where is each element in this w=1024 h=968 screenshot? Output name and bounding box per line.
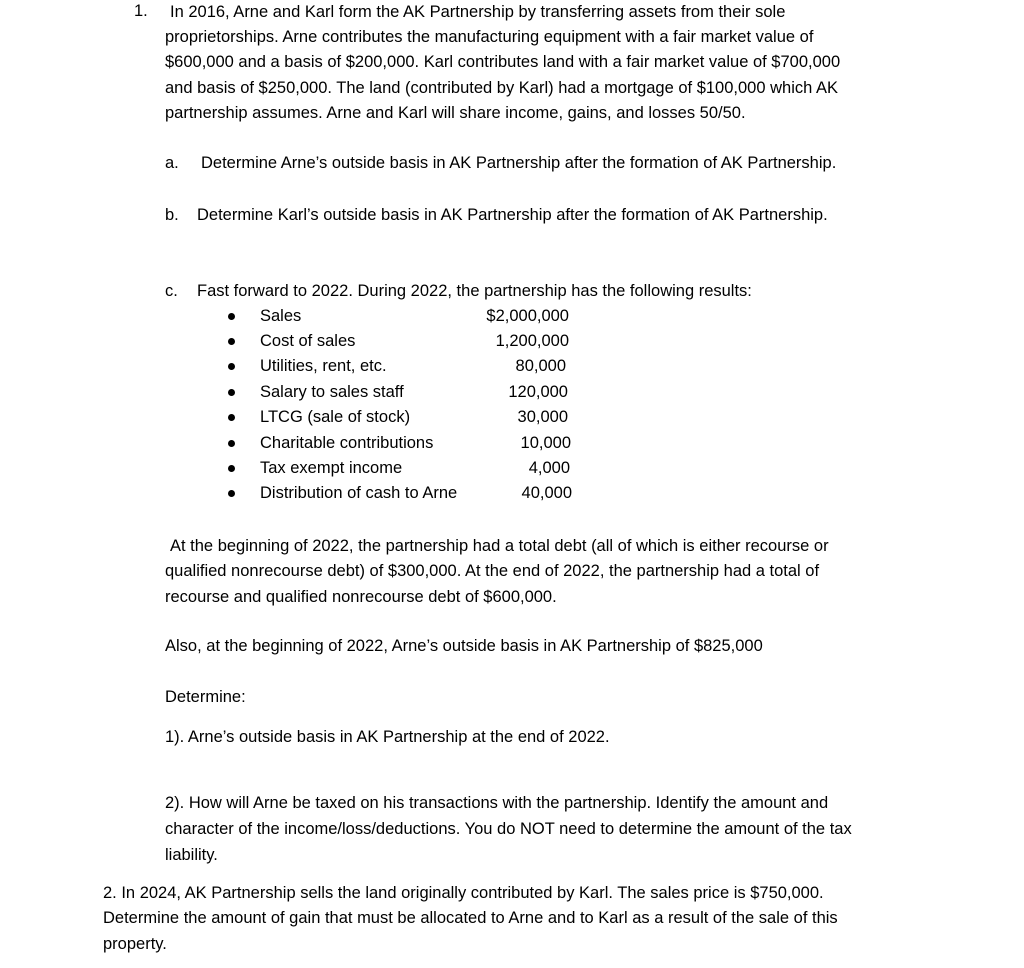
- debt-line: At the beginning of 2022, the partnership had a total debt (all of which is either recourse or: [170, 537, 829, 555]
- intro-line: $600,000 and a basis of $200,000. Karl contributes land with a fair market value of $700,000: [165, 53, 841, 71]
- determine-2-line: character of the income/loss/deductions. You do NOT need to determine the amount of the tax: [165, 820, 852, 838]
- debt-line: recourse and qualified nonrecourse debt of $600,000.: [165, 588, 557, 606]
- part-b-label: b.: [165, 206, 179, 224]
- part-b-text: Determine Karl’s outside basis in AK Partnership after the formation of AK Partnership.: [197, 206, 828, 224]
- determine-heading: Determine:: [165, 688, 246, 706]
- result-item: Distribution of cash to Arne: [260, 484, 458, 502]
- intro-line: and basis of $250,000. The land (contributed by Karl) had a mortgage of $100,000 which AK: [165, 79, 838, 97]
- result-item: Salary to sales staff: [260, 383, 404, 401]
- question-2-line: Determine the amount of gain that must be allocated to Arne and to Karl as a result of the sale of this: [103, 909, 838, 927]
- question-2-line: 2. In 2024, AK Partnership sells the land originally contributed by Karl. The sales price is $750,000.: [103, 884, 824, 902]
- result-amount: $2,000,000: [486, 307, 569, 325]
- bullet-icon: [228, 338, 235, 345]
- question-2-line: property.: [103, 935, 167, 953]
- result-item: Cost of sales: [260, 332, 356, 350]
- bullet-icon: [228, 363, 235, 370]
- part-c-text: Fast forward to 2022. During 2022, the partnership has the following results:: [197, 282, 752, 300]
- result-amount: 4,000: [528, 459, 570, 477]
- determine-item-1: 1). Arne’s outside basis in AK Partnership at the end of 2022.: [165, 728, 610, 746]
- result-amount: 40,000: [521, 484, 572, 502]
- determine-2-line: 2). How will Arne be taxed on his transactions with the partnership. Identify the amount and: [165, 794, 829, 812]
- part-c-label: c.: [165, 282, 178, 300]
- result-amount: 10,000: [520, 434, 571, 452]
- debt-line: qualified nonrecourse debt) of $300,000. At the end of 2022, the partnership had a total of: [165, 562, 820, 580]
- basis-paragraph: Also, at the beginning of 2022, Arne’s outside basis in AK Partnership of $825,000: [165, 637, 763, 655]
- bullet-icon: [228, 414, 235, 421]
- bullet-icon: [228, 490, 235, 497]
- bullet-icon: [228, 313, 235, 320]
- result-item: LTCG (sale of stock): [260, 408, 411, 426]
- bullet-icon: [228, 465, 235, 472]
- determine-2-line: liability.: [165, 846, 218, 864]
- result-amount: 30,000: [517, 408, 568, 426]
- result-item: Tax exempt income: [260, 459, 403, 477]
- result-item: Sales: [260, 307, 302, 325]
- result-item: Utilities, rent, etc.: [260, 357, 387, 375]
- bullet-icon: [228, 389, 235, 396]
- result-item: Charitable contributions: [260, 434, 434, 452]
- question-1-number: 1.: [134, 2, 148, 20]
- result-amount: 80,000: [515, 357, 566, 375]
- intro-line: proprietorships. Arne contributes the manufacturing equipment with a fair market value of: [165, 28, 814, 46]
- intro-line: In 2016, Arne and Karl form the AK Partnership by transferring assets from their sole: [170, 3, 786, 21]
- part-a-text: Determine Arne’s outside basis in AK Partnership after the formation of AK Partnership.: [201, 154, 837, 172]
- intro-line: partnership assumes. Arne and Karl will share income, gains, and losses 50/50.: [165, 104, 746, 122]
- part-a-label: a.: [165, 154, 179, 172]
- result-amount: 1,200,000: [495, 332, 569, 350]
- result-amount: 120,000: [508, 383, 568, 401]
- bullet-icon: [228, 440, 235, 447]
